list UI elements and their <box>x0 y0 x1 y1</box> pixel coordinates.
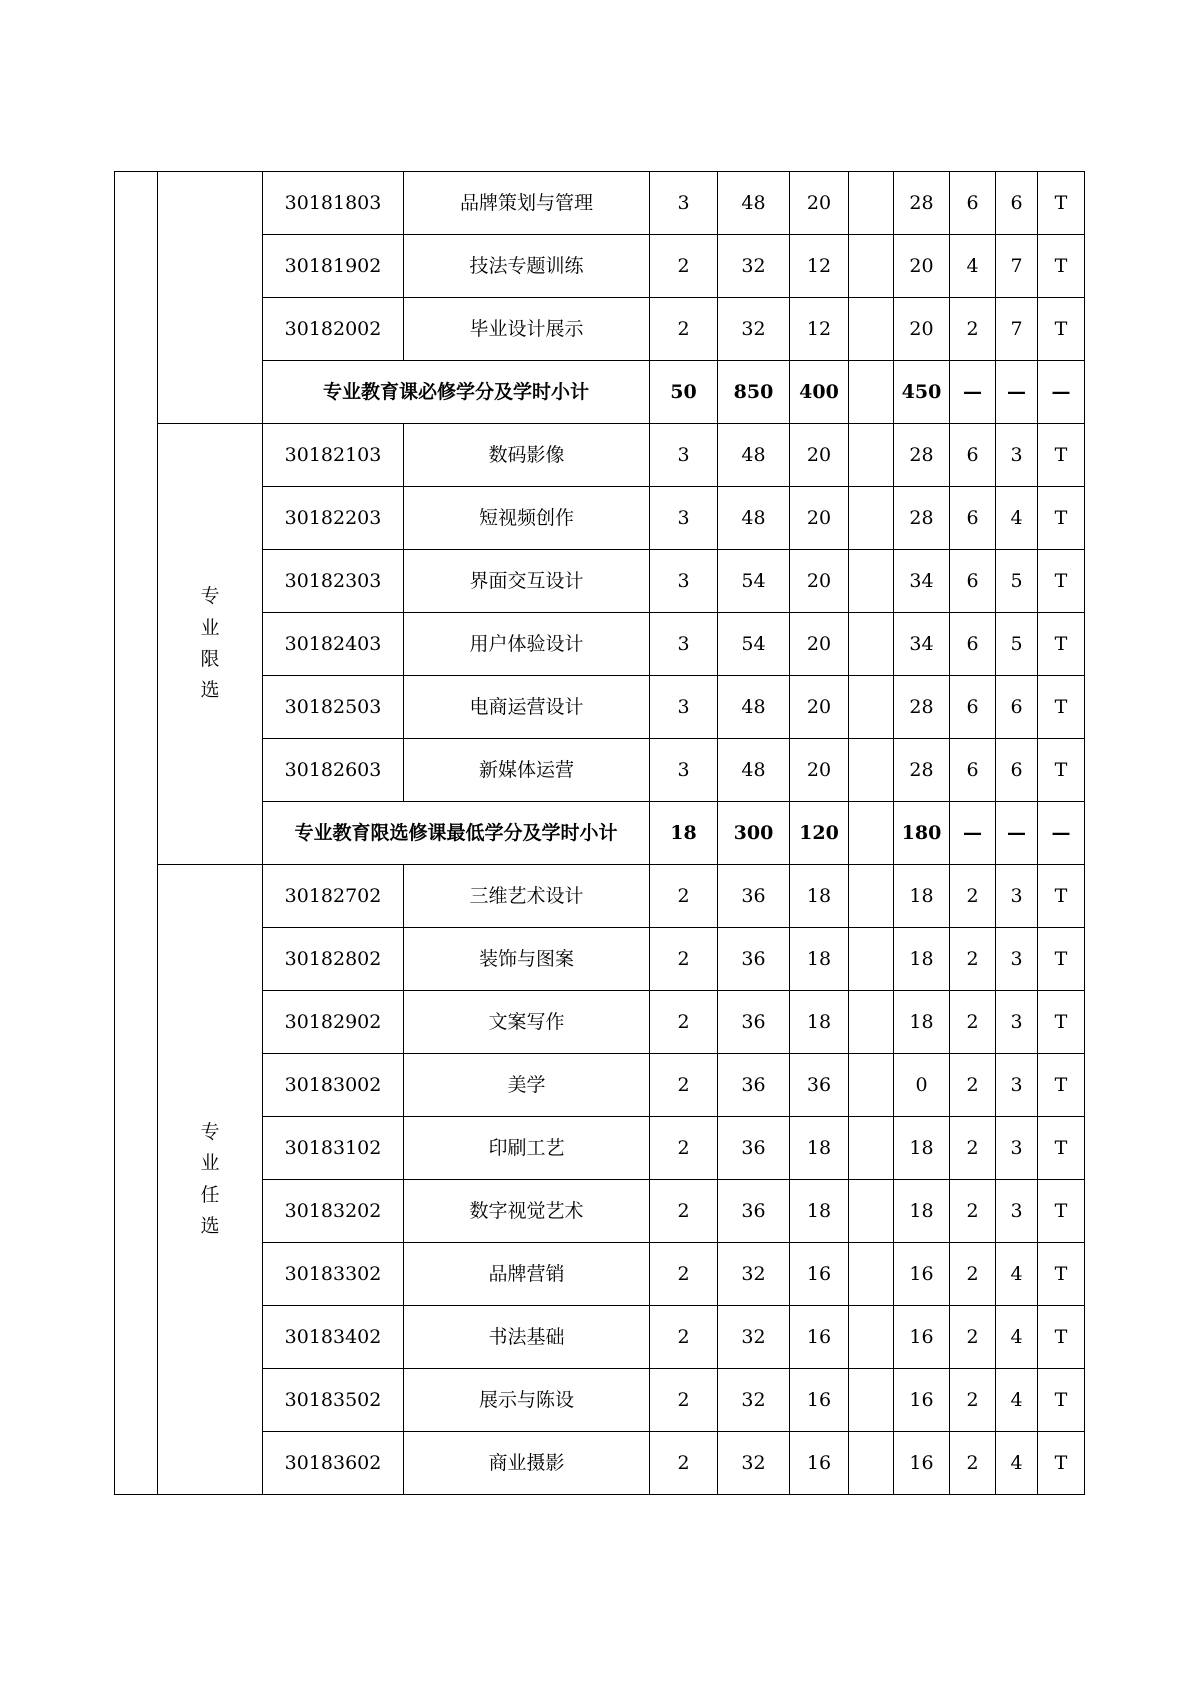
course-weekly: 2 <box>950 1054 996 1117</box>
course-code: 30181803 <box>263 172 404 235</box>
course-weekly: 6 <box>950 613 996 676</box>
course-blank <box>849 298 894 361</box>
subtotal-blank <box>849 802 894 865</box>
course-exam: T <box>1038 613 1085 676</box>
course-semester: 5 <box>996 613 1038 676</box>
course-credits: 3 <box>650 739 718 802</box>
course-theory: 12 <box>790 235 849 298</box>
course-theory: 18 <box>790 991 849 1054</box>
course-practice: 0 <box>894 1054 950 1117</box>
course-theory: 12 <box>790 298 849 361</box>
course-blank <box>849 1432 894 1495</box>
course-exam: T <box>1038 1117 1085 1180</box>
course-hours: 36 <box>718 865 790 928</box>
course-exam: T <box>1038 1054 1085 1117</box>
course-semester: 3 <box>996 1117 1038 1180</box>
course-exam: T <box>1038 1243 1085 1306</box>
course-practice: 18 <box>894 1117 950 1180</box>
course-practice: 20 <box>894 298 950 361</box>
course-blank <box>849 487 894 550</box>
course-exam: T <box>1038 298 1085 361</box>
course-weekly: 2 <box>950 1117 996 1180</box>
course-code: 30183102 <box>263 1117 404 1180</box>
course-blank <box>849 1306 894 1369</box>
course-semester: 4 <box>996 487 1038 550</box>
course-practice: 28 <box>894 424 950 487</box>
course-credits: 3 <box>650 613 718 676</box>
course-name: 印刷工艺 <box>404 1117 650 1180</box>
category-outer-cell <box>115 172 158 1495</box>
course-code: 30183202 <box>263 1180 404 1243</box>
course-practice: 28 <box>894 676 950 739</box>
course-code: 30182702 <box>263 865 404 928</box>
course-exam: T <box>1038 739 1085 802</box>
course-practice: 18 <box>894 1180 950 1243</box>
course-exam: T <box>1038 676 1085 739</box>
course-name: 美学 <box>404 1054 650 1117</box>
course-theory: 20 <box>790 424 849 487</box>
course-name: 书法基础 <box>404 1306 650 1369</box>
course-blank <box>849 928 894 991</box>
course-code: 30182802 <box>263 928 404 991</box>
course-blank <box>849 424 894 487</box>
course-name: 展示与陈设 <box>404 1369 650 1432</box>
group-label: 专业任选 <box>200 1120 220 1237</box>
course-semester: 7 <box>996 235 1038 298</box>
course-weekly: 2 <box>950 865 996 928</box>
course-credits: 2 <box>650 991 718 1054</box>
course-semester: 3 <box>996 928 1038 991</box>
group-label: 专业限选 <box>200 585 220 702</box>
course-blank <box>849 865 894 928</box>
course-hours: 54 <box>718 550 790 613</box>
course-hours: 32 <box>718 1369 790 1432</box>
course-practice: 34 <box>894 550 950 613</box>
course-credits: 2 <box>650 1369 718 1432</box>
course-hours: 32 <box>718 235 790 298</box>
course-hours: 48 <box>718 424 790 487</box>
course-credits: 2 <box>650 928 718 991</box>
course-code: 30182203 <box>263 487 404 550</box>
course-credits: 2 <box>650 1054 718 1117</box>
course-semester: 6 <box>996 739 1038 802</box>
subtotal-hours: 850 <box>718 361 790 424</box>
course-code: 30182103 <box>263 424 404 487</box>
course-exam: T <box>1038 487 1085 550</box>
subtotal-hours: 300 <box>718 802 790 865</box>
subtotal-semester: — <box>996 361 1038 424</box>
course-weekly: 2 <box>950 991 996 1054</box>
subtotal-semester: — <box>996 802 1038 865</box>
course-theory: 20 <box>790 172 849 235</box>
subtotal-credits: 18 <box>650 802 718 865</box>
course-name: 文案写作 <box>404 991 650 1054</box>
course-name: 商业摄影 <box>404 1432 650 1495</box>
course-weekly: 2 <box>950 298 996 361</box>
subtotal-practice: 450 <box>894 361 950 424</box>
course-hours: 54 <box>718 613 790 676</box>
subtotal-practice: 180 <box>894 802 950 865</box>
course-credits: 2 <box>650 1243 718 1306</box>
course-semester: 4 <box>996 1306 1038 1369</box>
group-label-cell <box>158 172 263 424</box>
course-theory: 20 <box>790 487 849 550</box>
course-code: 30182403 <box>263 613 404 676</box>
course-weekly: 6 <box>950 172 996 235</box>
course-blank <box>849 235 894 298</box>
course-exam: T <box>1038 1180 1085 1243</box>
course-theory: 18 <box>790 928 849 991</box>
course-weekly: 2 <box>950 1306 996 1369</box>
course-credits: 3 <box>650 676 718 739</box>
course-theory: 20 <box>790 550 849 613</box>
course-exam: T <box>1038 1369 1085 1432</box>
course-code: 30183502 <box>263 1369 404 1432</box>
course-code: 30182902 <box>263 991 404 1054</box>
course-blank <box>849 1369 894 1432</box>
course-weekly: 2 <box>950 1432 996 1495</box>
course-hours: 36 <box>718 1180 790 1243</box>
course-weekly: 6 <box>950 424 996 487</box>
course-theory: 16 <box>790 1432 849 1495</box>
course-hours: 48 <box>718 739 790 802</box>
course-hours: 32 <box>718 1243 790 1306</box>
course-semester: 3 <box>996 1054 1038 1117</box>
course-weekly: 2 <box>950 928 996 991</box>
table-body <box>115 172 1085 1495</box>
course-code: 30183602 <box>263 1432 404 1495</box>
subtotal-exam: — <box>1038 802 1085 865</box>
course-code: 30183302 <box>263 1243 404 1306</box>
course-practice: 18 <box>894 928 950 991</box>
group-label-cell <box>158 424 263 865</box>
course-exam: T <box>1038 1306 1085 1369</box>
course-blank <box>849 676 894 739</box>
course-exam: T <box>1038 865 1085 928</box>
course-credits: 2 <box>650 865 718 928</box>
course-name: 数字视觉艺术 <box>404 1180 650 1243</box>
course-credits: 2 <box>650 235 718 298</box>
curriculum-table <box>114 171 1085 1495</box>
course-semester: 3 <box>996 1180 1038 1243</box>
course-code: 30182603 <box>263 739 404 802</box>
subtotal-weekly: — <box>950 361 996 424</box>
course-name: 用户体验设计 <box>404 613 650 676</box>
course-hours: 48 <box>718 676 790 739</box>
course-weekly: 2 <box>950 1180 996 1243</box>
course-practice: 18 <box>894 865 950 928</box>
course-theory: 16 <box>790 1306 849 1369</box>
course-blank <box>849 739 894 802</box>
course-name: 三维艺术设计 <box>404 865 650 928</box>
course-name: 短视频创作 <box>404 487 650 550</box>
course-practice: 16 <box>894 1432 950 1495</box>
course-semester: 4 <box>996 1369 1038 1432</box>
course-weekly: 6 <box>950 739 996 802</box>
subtotal-label: 专业教育限选修课最低学分及学时小计 <box>263 802 650 865</box>
course-theory: 18 <box>790 865 849 928</box>
course-exam: T <box>1038 424 1085 487</box>
course-exam: T <box>1038 1432 1085 1495</box>
course-exam: T <box>1038 550 1085 613</box>
group-label-cell <box>158 865 263 1495</box>
course-weekly: 2 <box>950 1243 996 1306</box>
course-name: 新媒体运营 <box>404 739 650 802</box>
subtotal-blank <box>849 361 894 424</box>
subtotal-weekly: — <box>950 802 996 865</box>
subtotal-label: 专业教育课必修学分及学时小计 <box>263 361 650 424</box>
course-credits: 2 <box>650 1306 718 1369</box>
course-practice: 16 <box>894 1306 950 1369</box>
course-credits: 2 <box>650 1432 718 1495</box>
course-hours: 36 <box>718 928 790 991</box>
course-credits: 2 <box>650 1117 718 1180</box>
course-practice: 16 <box>894 1369 950 1432</box>
course-credits: 3 <box>650 172 718 235</box>
course-name: 界面交互设计 <box>404 550 650 613</box>
course-hours: 36 <box>718 1054 790 1117</box>
course-hours: 48 <box>718 172 790 235</box>
course-hours: 48 <box>718 487 790 550</box>
course-practice: 20 <box>894 235 950 298</box>
course-exam: T <box>1038 235 1085 298</box>
course-blank <box>849 550 894 613</box>
subtotal-credits: 50 <box>650 361 718 424</box>
course-practice: 16 <box>894 1243 950 1306</box>
course-hours: 36 <box>718 991 790 1054</box>
course-theory: 18 <box>790 1180 849 1243</box>
course-semester: 4 <box>996 1432 1038 1495</box>
course-code: 30181902 <box>263 235 404 298</box>
course-blank <box>849 1180 894 1243</box>
course-weekly: 6 <box>950 676 996 739</box>
course-credits: 2 <box>650 298 718 361</box>
course-blank <box>849 613 894 676</box>
course-hours: 32 <box>718 1306 790 1369</box>
course-blank <box>849 1243 894 1306</box>
course-semester: 3 <box>996 865 1038 928</box>
course-semester: 6 <box>996 172 1038 235</box>
course-semester: 3 <box>996 991 1038 1054</box>
course-blank <box>849 1117 894 1180</box>
course-blank <box>849 1054 894 1117</box>
course-hours: 32 <box>718 298 790 361</box>
course-theory: 36 <box>790 1054 849 1117</box>
course-exam: T <box>1038 172 1085 235</box>
course-credits: 3 <box>650 550 718 613</box>
course-semester: 3 <box>996 424 1038 487</box>
course-blank <box>849 991 894 1054</box>
subtotal-theory: 400 <box>790 361 849 424</box>
subtotal-theory: 120 <box>790 802 849 865</box>
course-credits: 2 <box>650 1180 718 1243</box>
subtotal-exam: — <box>1038 361 1085 424</box>
course-semester: 6 <box>996 676 1038 739</box>
course-blank <box>849 172 894 235</box>
course-hours: 32 <box>718 1432 790 1495</box>
course-theory: 20 <box>790 676 849 739</box>
course-name: 品牌策划与管理 <box>404 172 650 235</box>
course-row <box>115 172 1085 235</box>
course-semester: 5 <box>996 550 1038 613</box>
course-weekly: 4 <box>950 235 996 298</box>
course-practice: 28 <box>894 487 950 550</box>
course-theory: 16 <box>790 1369 849 1432</box>
course-code: 30182002 <box>263 298 404 361</box>
course-name: 数码影像 <box>404 424 650 487</box>
course-name: 技法专题训练 <box>404 235 650 298</box>
course-name: 电商运营设计 <box>404 676 650 739</box>
course-code: 30183002 <box>263 1054 404 1117</box>
course-exam: T <box>1038 991 1085 1054</box>
course-practice: 18 <box>894 991 950 1054</box>
course-theory: 20 <box>790 739 849 802</box>
course-practice: 28 <box>894 739 950 802</box>
course-credits: 3 <box>650 487 718 550</box>
course-code: 30183402 <box>263 1306 404 1369</box>
course-code: 30182503 <box>263 676 404 739</box>
course-weekly: 2 <box>950 1369 996 1432</box>
course-credits: 3 <box>650 424 718 487</box>
course-name: 毕业设计展示 <box>404 298 650 361</box>
course-name: 品牌营销 <box>404 1243 650 1306</box>
course-code: 30182303 <box>263 550 404 613</box>
course-practice: 28 <box>894 172 950 235</box>
course-hours: 36 <box>718 1117 790 1180</box>
course-semester: 4 <box>996 1243 1038 1306</box>
course-practice: 34 <box>894 613 950 676</box>
course-weekly: 6 <box>950 550 996 613</box>
course-weekly: 6 <box>950 487 996 550</box>
course-theory: 16 <box>790 1243 849 1306</box>
course-row <box>115 865 1085 928</box>
course-exam: T <box>1038 928 1085 991</box>
course-name: 装饰与图案 <box>404 928 650 991</box>
course-theory: 18 <box>790 1117 849 1180</box>
course-semester: 7 <box>996 298 1038 361</box>
course-row <box>115 424 1085 487</box>
course-theory: 20 <box>790 613 849 676</box>
